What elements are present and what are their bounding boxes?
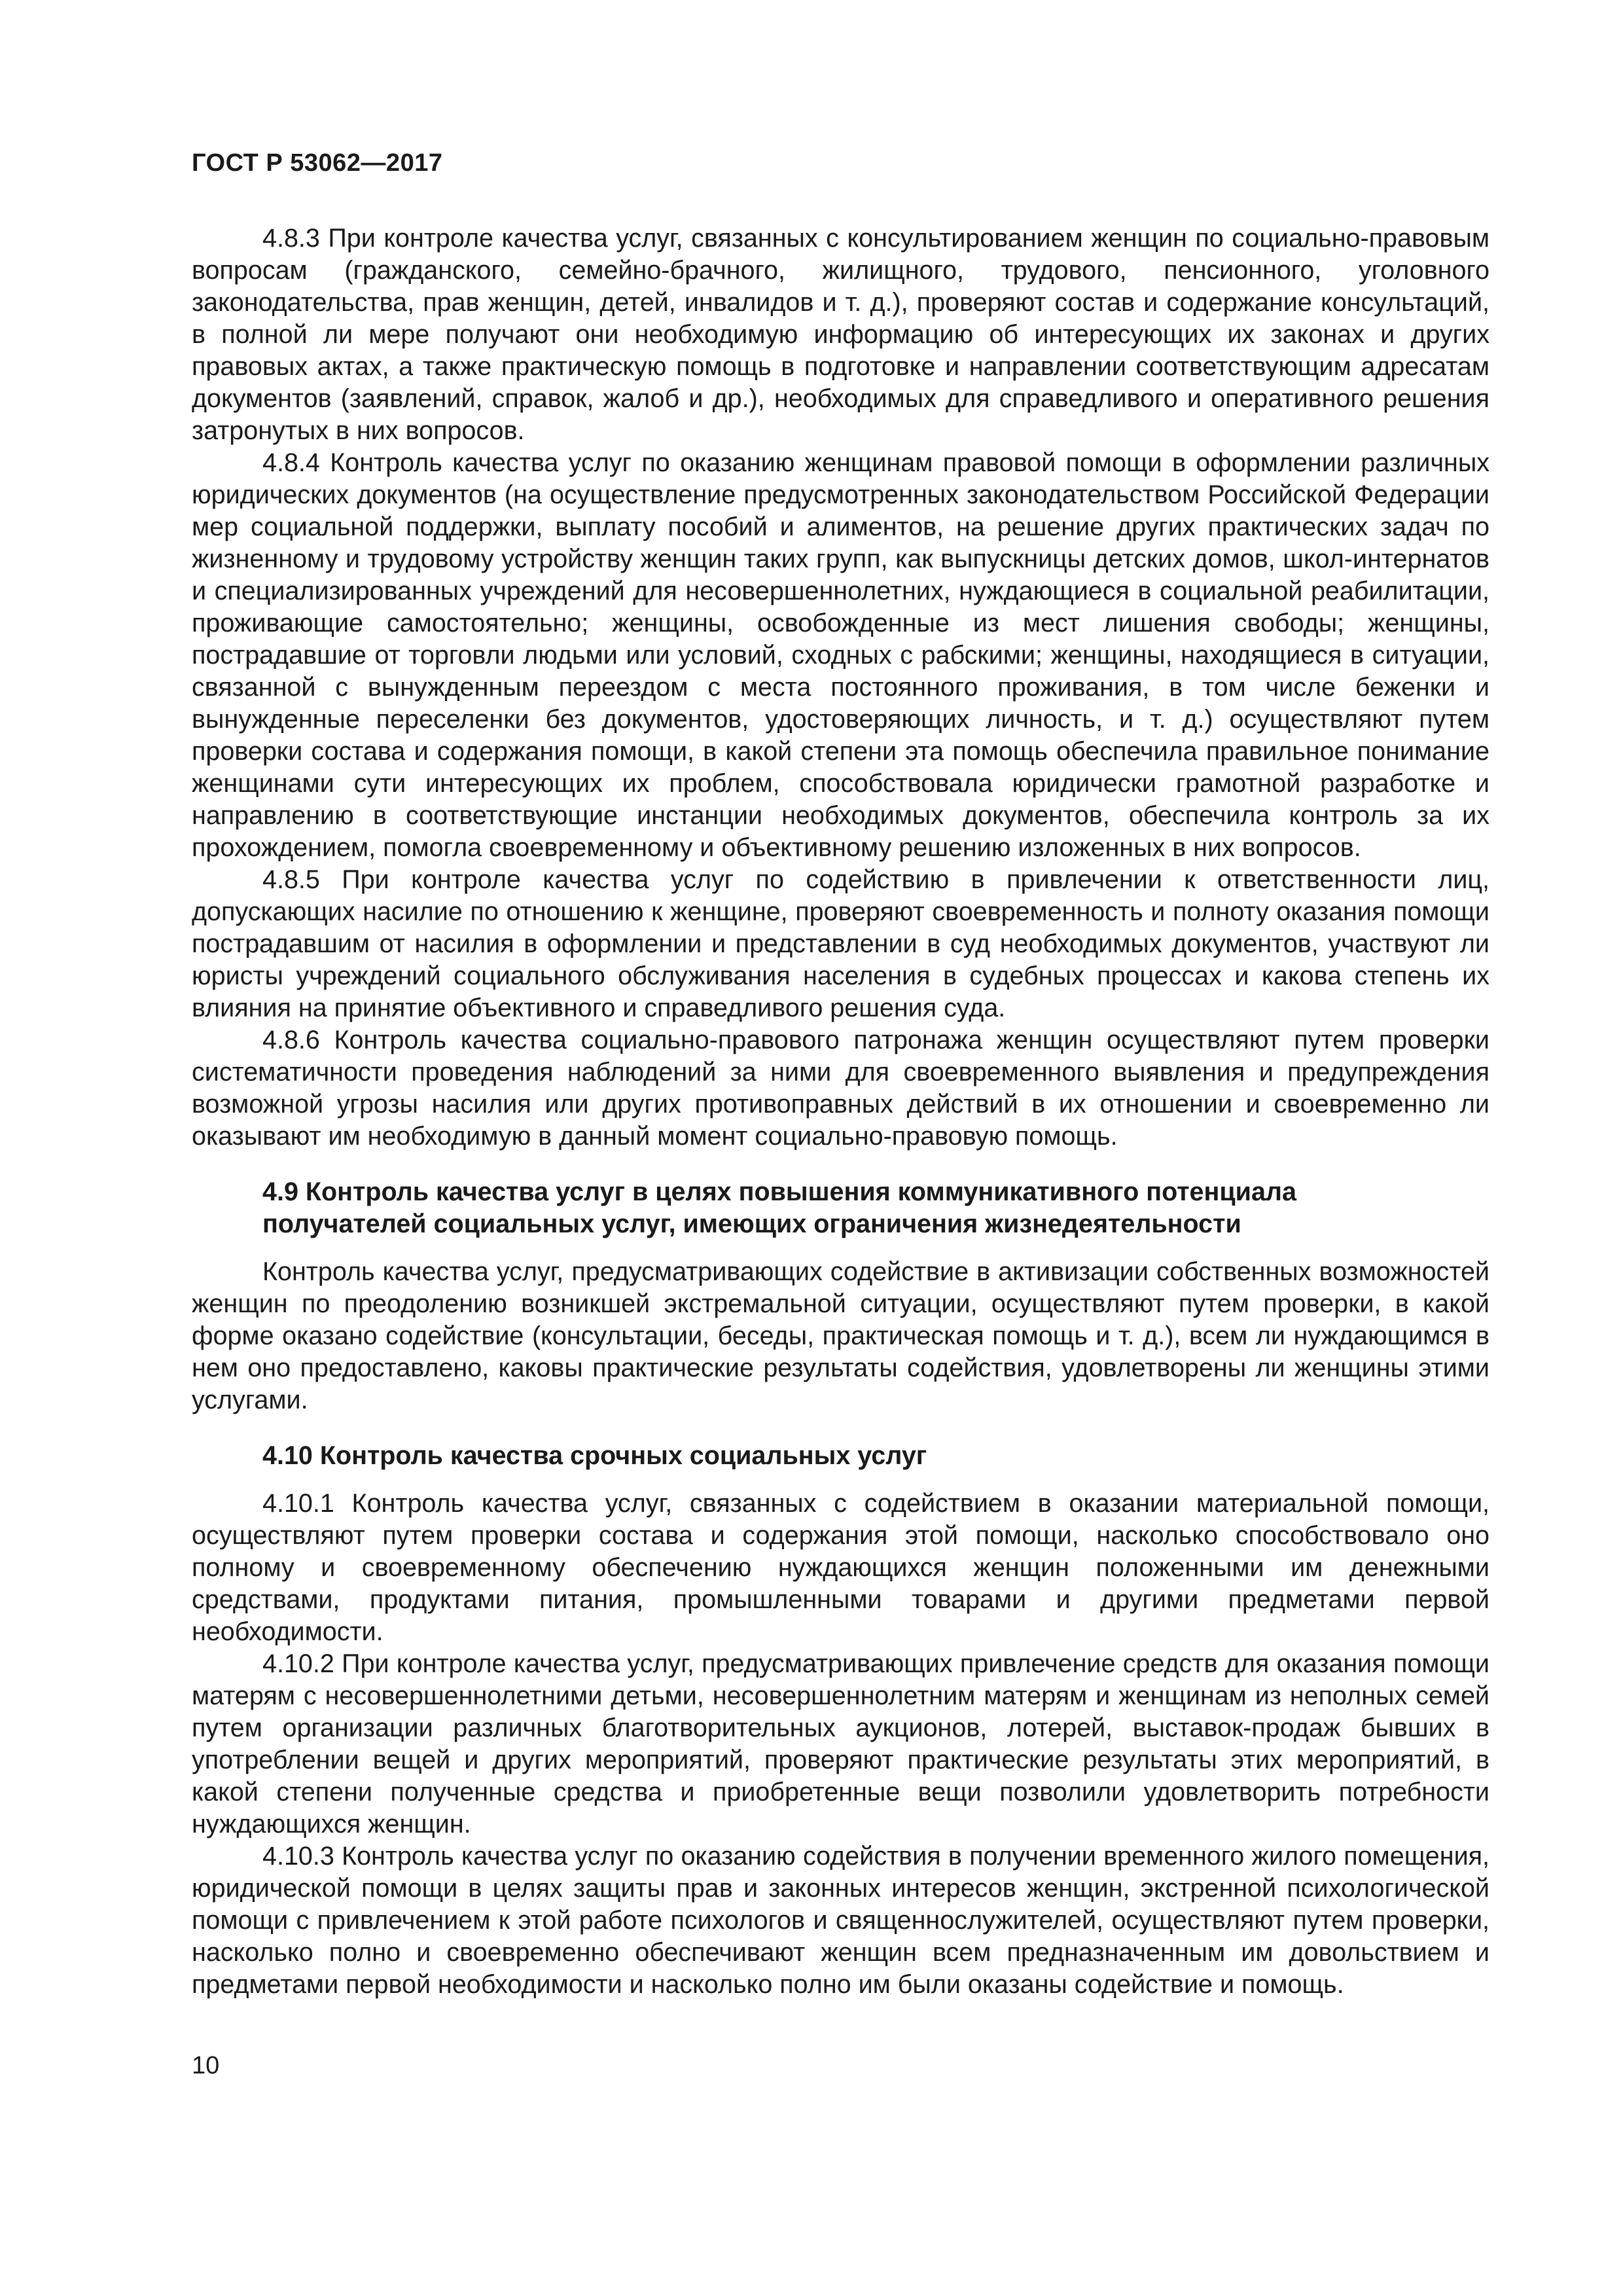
section-heading-line: 4.9 Контроль качества услуг в целях повышения коммуникативного потенциала bbox=[262, 1177, 1296, 1206]
paragraph-4-9: Контроль качества услуг, предусматривающих содействие в активизации собственных возможностей женщин по преодолению возникшей экстремальной ситуации, осуществляют путем проверки, в какой форме оказано содействие (консультации, беседы, практическая помощь и т. д.), всем ли нуждающимся в нем оно предоставлено, каковы практические результаты содействия, удовлетворены ли женщины этими услугами. bbox=[192, 1257, 1489, 1414]
document-id-header: ГОСТ Р 53062—2017 bbox=[192, 149, 443, 177]
section-heading-line: 4.10 Контроль качества срочных социальных услуг bbox=[262, 1441, 927, 1470]
paragraph-4-8-6: 4.8.6 Контроль качества социально-правового патронажа женщин осуществляют путем проверки систематичности проведения наблюдений за ними для своевременного выявления и предупреждения возможной угрозы насилия или других противоправных действий в их отношении и своевременно ли оказывают им необходимую в данный момент социально-правовую помощь. bbox=[192, 1026, 1489, 1151]
paragraph-4-8-3: 4.8.3 При контроле качества услуг, связанных с консультированием женщин по социально-правовым вопросам (гражданского, семейно-брачного, жилищного, трудового, пенсионного, уголовного законодательства, прав женщин, детей, инвалидов и т. д.), проверяют состав и содержание консультаций, в полной ли мере получают они необходимую информацию об интересующих их законах и других правовых актах, а также практическую помощь в подготовке и направлении соответствующим адресатам документов (заявлений, справок, жалоб и др.), необходимых для справедливого и оперативного решения затронутых в них вопросов. bbox=[192, 224, 1489, 445]
section-heading-4-9 bbox=[192, 1176, 1489, 1240]
section-heading-line: получателей социальных услуг, имеющих ограничения жизнедеятельности bbox=[262, 1210, 1241, 1238]
paragraph-4-8-5: 4.8.5 При контроле качества услуг по содействию в привлечении к ответственности лиц, допускающих насилие по отношению к женщине, проверяют своевременность и полноту оказания помощи пострадавшим от насилия в оформлении и представлении в суд необходимых документов, участвуют ли юристы учреждений социального обслуживания населения в судебных процессах и какова степень их влияния на принятие объективного и справедливого решения суда. bbox=[192, 865, 1489, 1022]
paragraph-4-10-1: 4.10.1 Контроль качества услуг, связанных с содействием в оказании материальной помощи, осуществляют путем проверки состава и содержания этой помощи, насколько способствовало оно полному и своевременному обеспечению нуждающихся женщин положенными им денежными средствами, продуктами питания, промышленными товарами и другими предметами первой необходимости. bbox=[192, 1489, 1489, 1646]
paragraph-4-10-2: 4.10.2 При контроле качества услуг, предусматривающих привлечение средств для оказания помощи матерям с несовершеннолетними детьми, несовершеннолетним матерям и женщинам из неполных семей путем организации различных благотворительных аукционов, лотерей, выставок-продаж бывших в употреблении вещей и других мероприятий, проверяют практические результаты этих мероприятий, в какой степени полученные средства и приобретенные вещи позволили удовлетворить потребности нуждающихся женщин. bbox=[192, 1649, 1489, 1839]
document-body bbox=[192, 223, 1489, 2001]
section-heading-4-10 bbox=[192, 1440, 1489, 1472]
page-number: 10 bbox=[192, 2052, 220, 2079]
paragraph-4-10-3: 4.10.3 Контроль качества услуг по оказанию содействия в получении временного жилого помещения, юридической помощи в целях защиты прав и законных интересов женщин, экстренной психологической помощи с привлечением к этой работе психологов и священнослужителей, осуществляют путем проверки, насколько полно и своевременно обеспечивают женщин всем предназначенным им довольствием и предметами первой необходимости и насколько полно им были оказаны содействие и помощь. bbox=[192, 1842, 1489, 1999]
paragraph-4-8-4: 4.8.4 Контроль качества услуг по оказанию женщинам правовой помощи в оформлении различных юридических документов (на осуществление предусмотренных законодательством Российской Федерации мер социальной поддержки, выплату пособий и алиментов, на решение других практических задач по жизненному и трудовому устройству женщин таких групп, как выпускницы детских домов, школ-интернатов и специализированных учреждений для несовершеннолетних, нуждающиеся в социальной реабилитации, проживающие самостоятельно; женщины, освобожденные из мест лишения свободы; женщины, пострадавшие от торговли людьми или условий, сходных с рабскими; женщины, находящиеся в ситуации, связанной с вынужденным переездом с места постоянного проживания, в том числе беженки и вынужденные переселенки без документов, удостоверяющих личность, и т. д.) осуществляют путем проверки состава и содержания помощи, в какой степени эта помощь обеспечила правильное понимание женщинами сути интересующих их проблем, способствовала юридически грамотной разработке и направлению в соответствующие инстанции необходимых документов, обеспечила контроль за их прохождением, помогла своевременному и объективному решению изложенных в них вопросов. bbox=[192, 448, 1489, 862]
